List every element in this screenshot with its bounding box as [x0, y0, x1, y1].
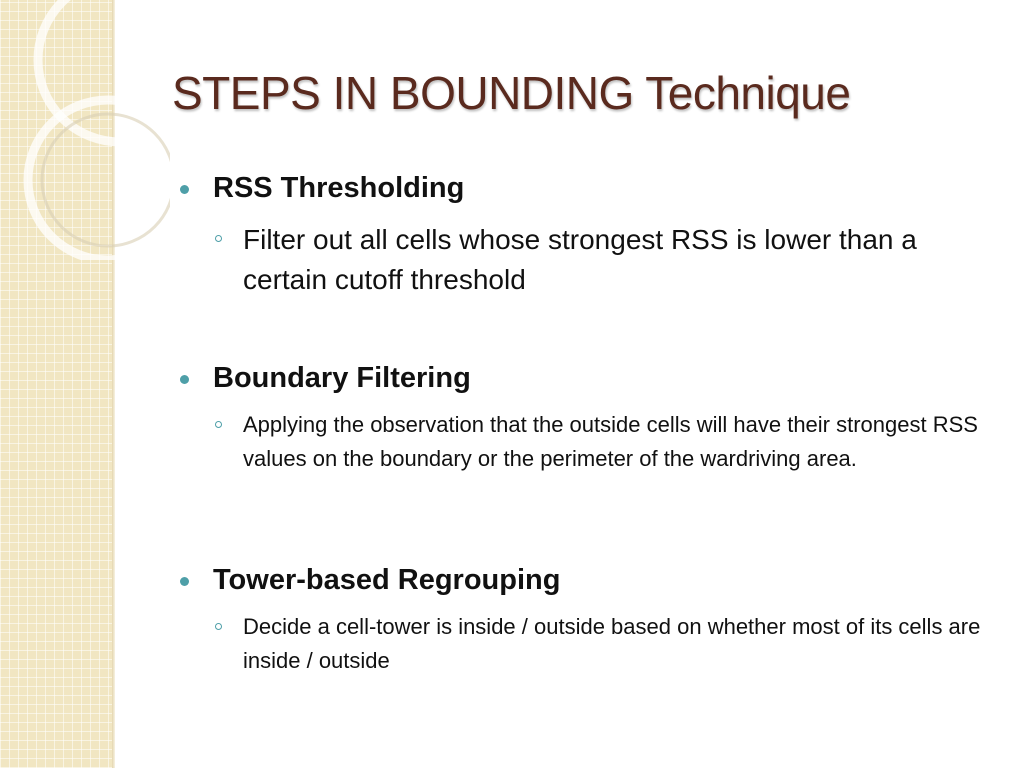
sub-bullet-text: Filter out all cells whose strongest RSS is lower than a certain cutoff threshold: [243, 224, 917, 295]
sub-bullet-ring-icon: [215, 235, 222, 242]
sub-bullet-ring-icon: [215, 623, 222, 630]
bullet-dot-icon: [180, 375, 189, 384]
bullet-dot-icon: [180, 185, 189, 194]
sub-bullet-text: Decide a cell-tower is inside / outside based on whether most of its cells are inside / outside: [243, 614, 981, 673]
bullet-dot-icon: [180, 577, 189, 586]
slide-title: STEPS IN BOUNDING Technique: [172, 67, 851, 119]
sub-bullet-ring-icon: [215, 421, 222, 428]
decorative-rings: [0, 0, 170, 260]
bullet-heading: Boundary Filtering: [213, 362, 471, 394]
bullet-heading: RSS Thresholding: [213, 172, 465, 204]
bullet-heading: Tower-based Regrouping: [213, 564, 561, 596]
sub-bullet-text: Applying the observation that the outside cells will have their strongest RSS values on the boundary or the perimeter of the wardriving area.: [243, 412, 978, 471]
decorative-ring-lower: [28, 100, 170, 260]
